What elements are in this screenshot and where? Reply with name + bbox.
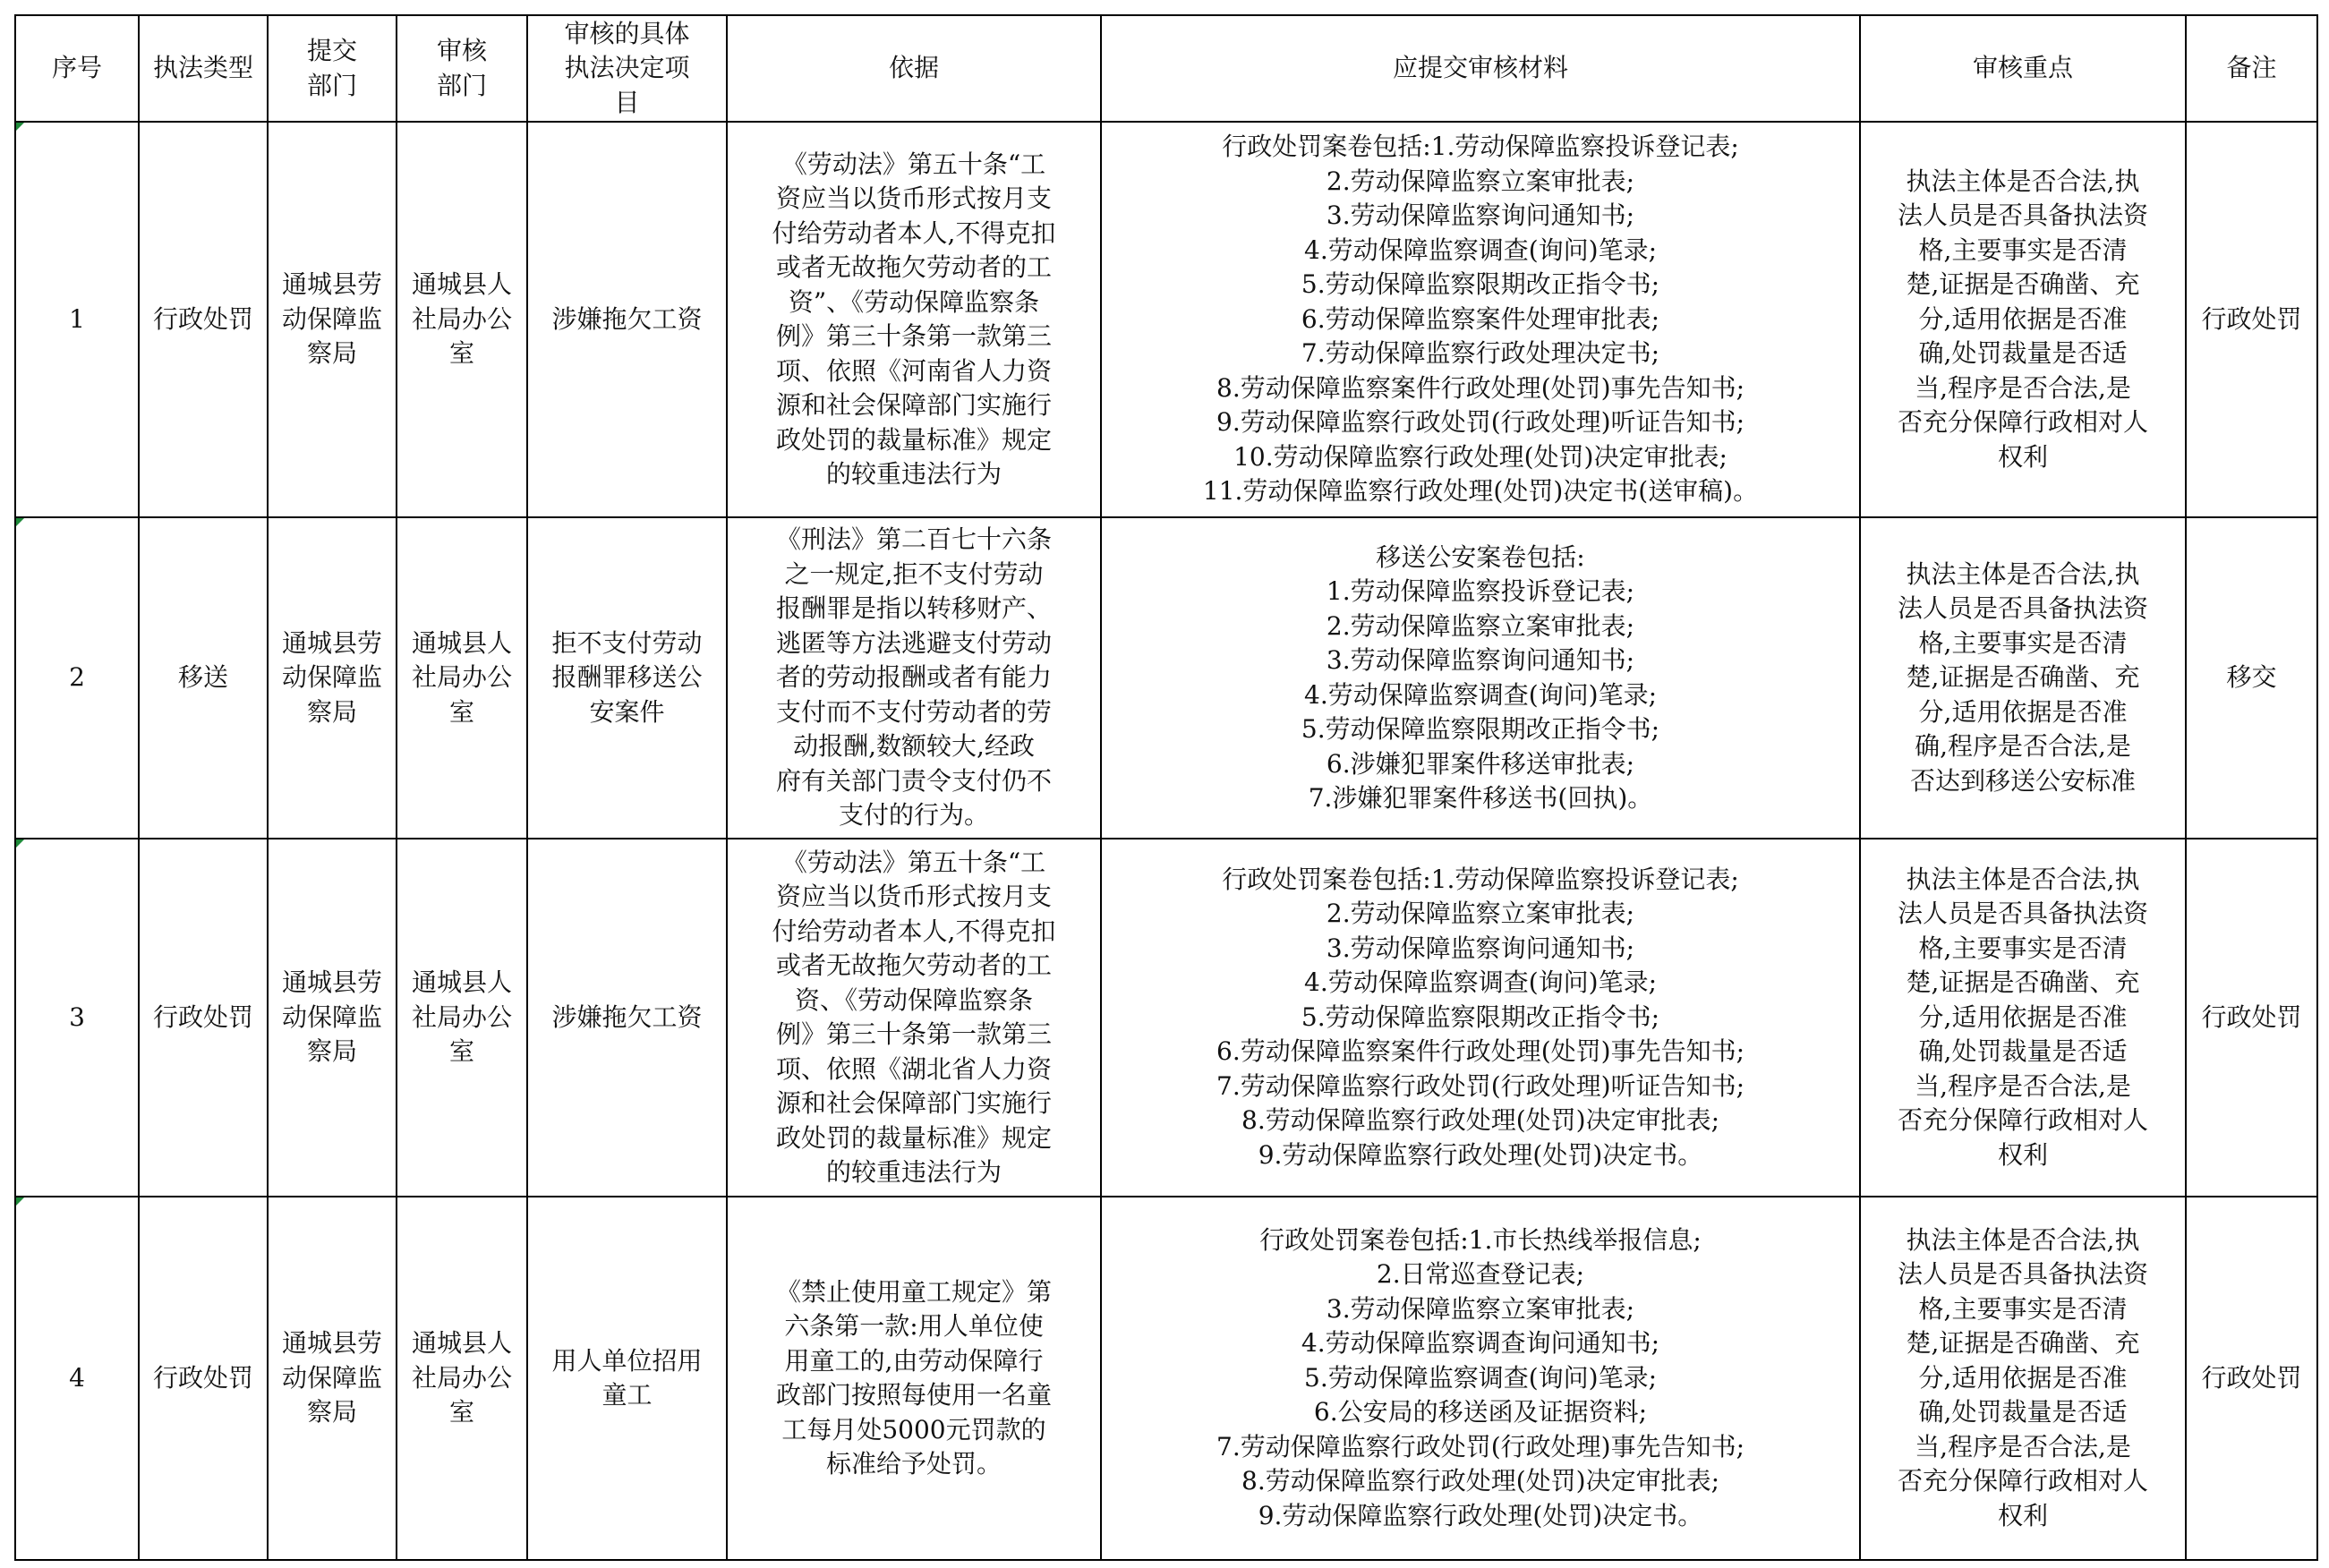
- cell-no: 2: [15, 517, 139, 839]
- cell-materials: 行政处罚案卷包括:1.劳动保障监察投诉登记表; 2.劳动保障监察立案审批表; 3.劳动保障监察询问通知书; 4.劳动保障监察调查(询问)笔录; 5.劳动保障监察限期改正指令书; 6.劳动保障监察案件行政处理(处罚)事先告知书; 7.劳动保障监察行政处罚(行政处理)听证告知书; 8.劳动保障监察行政处理(处罚)决定审批表; 9.劳动保障监察行政处理(处罚)决定书。: [1101, 839, 1860, 1197]
- cell-focus: 执法主体是否合法,执 法人员是否具备执法资 格,主要事实是否清 楚,证据是否确凿、充 分,适用依据是否准 确,处罚裁量是否适 当,程序是否合法,是 否充分保障行政相对人 权利: [1860, 122, 2186, 517]
- cell-review-dept: 通城县人 社局办公 室: [397, 839, 527, 1197]
- cell-submit-dept: 通城县劳 动保障监 察局: [268, 122, 397, 517]
- table-row: [15, 517, 2317, 839]
- header-item: 审核的具体 执法决定项 目: [527, 15, 727, 122]
- cell-item: 涉嫌拖欠工资: [527, 122, 727, 517]
- cell-basis: 《劳动法》第五十条“工 资应当以货币形式按月支 付给劳动者本人,不得克扣 或者无故拖欠劳动者的工 资、《劳动保障监察条 例》第三十条第一款第三 项、依照《湖北省人力资 源和社会保障部门实施行 政处罚的裁量标准》规定 的较重违法行为: [727, 839, 1101, 1197]
- cell-type: 行政处罚: [139, 1197, 268, 1560]
- header-remark: 备注: [2186, 15, 2317, 122]
- table-row: [15, 122, 2317, 517]
- cell-no: 3: [15, 839, 139, 1197]
- cell-materials: 行政处罚案卷包括:1.市长热线举报信息; 2.日常巡查登记表; 3.劳动保障监察立案审批表; 4.劳动保障监察调查询问通知书; 5.劳动保障监察调查(询问)笔录; 6.公安局的移送函及证据资料; 7.劳动保障监察行政处罚(行政处理)事先告知书; 8.劳动保障监察行政处理(处罚)决定审批表; 9.劳动保障监察行政处理(处罚)决定书。: [1101, 1197, 1860, 1560]
- cell-basis: 《刑法》第二百七十六条 之一规定,拒不支付劳动 报酬罪是指以转移财产、 逃匿等方法逃避支付劳动 者的劳动报酬或者有能力 支付而不支付劳动者的劳 动报酬,数额较大,经政 府有关部门责令支付仍不 支付的行为。: [727, 517, 1101, 839]
- cell-focus: 执法主体是否合法,执 法人员是否具备执法资 格,主要事实是否清 楚,证据是否确凿、充 分,适用依据是否准 确,程序是否合法,是 否达到移送公安标准: [1860, 517, 2186, 839]
- table-row: [15, 839, 2317, 1197]
- cell-remark: 行政处罚: [2186, 839, 2317, 1197]
- cell-item: 涉嫌拖欠工资: [527, 839, 727, 1197]
- cell-focus: 执法主体是否合法,执 法人员是否具备执法资 格,主要事实是否清 楚,证据是否确凿、充 分,适用依据是否准 确,处罚裁量是否适 当,程序是否合法,是 否充分保障行政相对人 权利: [1860, 839, 2186, 1197]
- row-marker: [16, 123, 24, 131]
- cell-type: 行政处罚: [139, 839, 268, 1197]
- cell-submit-dept: 通城县劳 动保障监 察局: [268, 1197, 397, 1560]
- cell-focus: 执法主体是否合法,执 法人员是否具备执法资 格,主要事实是否清 楚,证据是否确凿、充 分,适用依据是否准 确,处罚裁量是否适 当,程序是否合法,是 否充分保障行政相对人 权利: [1860, 1197, 2186, 1560]
- row-marker: [16, 839, 24, 848]
- cell-submit-dept: 通城县劳 动保障监 察局: [268, 517, 397, 839]
- cell-basis: 《禁止使用童工规定》第 六条第一款:用人单位使 用童工的,由劳动保障行 政部门按照每使用一名童 工每月处5000元罚款的 标准给予处罚。: [727, 1197, 1101, 1560]
- row-marker: [16, 518, 24, 526]
- cell-type: 移送: [139, 517, 268, 839]
- cell-item: 用人单位招用 童工: [527, 1197, 727, 1560]
- cell-remark: 移交: [2186, 517, 2317, 839]
- header-no: 序号: [15, 15, 139, 122]
- cell-remark: 行政处罚: [2186, 1197, 2317, 1560]
- header-focus: 审核重点: [1860, 15, 2186, 122]
- header-review-dept: 审核 部门: [397, 15, 527, 122]
- cell-materials: 移送公安案卷包括: 1.劳动保障监察投诉登记表; 2.劳动保障监察立案审批表; 3.劳动保障监察询问通知书; 4.劳动保障监察调查(询问)笔录; 5.劳动保障监察限期改正指令书; 6.涉嫌犯罪案件移送审批表; 7.涉嫌犯罪案件移送书(回执)。: [1101, 517, 1860, 839]
- cell-item: 拒不支付劳动 报酬罪移送公 安案件: [527, 517, 727, 839]
- cell-review-dept: 通城县人 社局办公 室: [397, 517, 527, 839]
- cell-basis: 《劳动法》第五十条“工 资应当以货币形式按月支 付给劳动者本人,不得克扣 或者无故拖欠劳动者的工 资”、《劳动保障监察条 例》第三十条第一款第三 项、依照《河南省人力资 源和社会保障部门实施行 政处罚的裁量标准》规定 的较重违法行为: [727, 122, 1101, 517]
- cell-no: 1: [15, 122, 139, 517]
- cell-review-dept: 通城县人 社局办公 室: [397, 122, 527, 517]
- header-basis: 依据: [727, 15, 1101, 122]
- cell-review-dept: 通城县人 社局办公 室: [397, 1197, 527, 1560]
- cell-remark: 行政处罚: [2186, 122, 2317, 517]
- header-row: [15, 15, 2317, 122]
- table-row: [15, 1197, 2317, 1560]
- header-materials: 应提交审核材料: [1101, 15, 1860, 122]
- header-submit-dept: 提交 部门: [268, 15, 397, 122]
- cell-no: 4: [15, 1197, 139, 1560]
- review-table: [14, 14, 2318, 1561]
- row-marker: [16, 1197, 24, 1206]
- cell-submit-dept: 通城县劳 动保障监 察局: [268, 839, 397, 1197]
- cell-type: 行政处罚: [139, 122, 268, 517]
- cell-materials: 行政处罚案卷包括:1.劳动保障监察投诉登记表; 2.劳动保障监察立案审批表; 3.劳动保障监察询问通知书; 4.劳动保障监察调查(询问)笔录; 5.劳动保障监察限期改正指令书; 6.劳动保障监察案件处理审批表; 7.劳动保障监察行政处理决定书; 8.劳动保障监察案件行政处理(处罚)事先告知书; 9.劳动保障监察行政处罚(行政处理)听证告知书; 10.劳动保障监察行政处理(处罚)决定审批表; 11.劳动保障监察行政处理(处罚)决定书(送审稿)。: [1101, 122, 1860, 517]
- header-type: 执法类型: [139, 15, 268, 122]
